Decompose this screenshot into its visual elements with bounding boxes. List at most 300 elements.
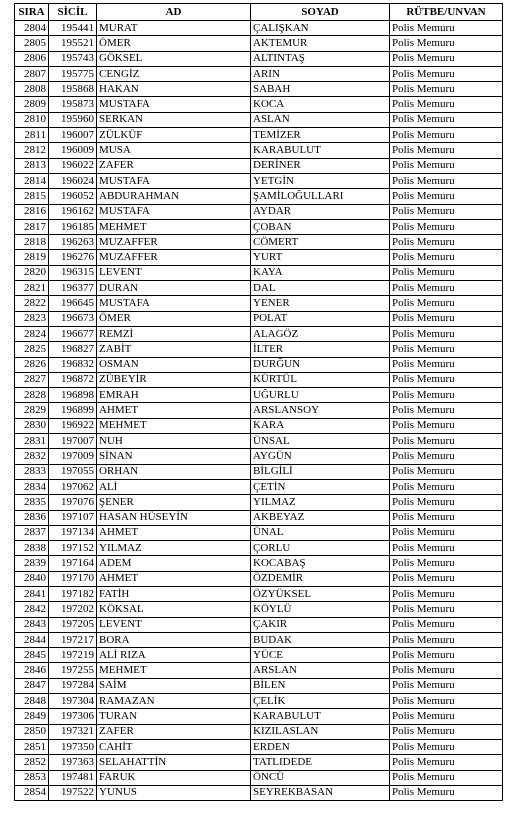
cell-rutbe: Polis Memuru [390, 204, 503, 219]
cell-sira: 2852 [15, 755, 49, 770]
cell-sicil: 196263 [49, 235, 97, 250]
cell-sicil: 196899 [49, 403, 97, 418]
cell-sicil: 197363 [49, 755, 97, 770]
cell-soyad: KARABULUT [251, 709, 390, 724]
cell-soyad: ÖNCÜ [251, 770, 390, 785]
cell-sicil: 196185 [49, 219, 97, 234]
header-soyad: SOYAD [251, 4, 390, 21]
cell-ad: ADEM [97, 556, 251, 571]
cell-rutbe: Polis Memuru [390, 265, 503, 280]
cell-ad: ZAFER [97, 724, 251, 739]
cell-ad: BORA [97, 632, 251, 647]
cell-sira: 2849 [15, 709, 49, 724]
table-row [15, 51, 503, 66]
cell-rutbe: Polis Memuru [390, 709, 503, 724]
cell-sicil: 196024 [49, 173, 97, 188]
cell-sira: 2835 [15, 495, 49, 510]
cell-soyad: KIZILASLAN [251, 724, 390, 739]
cell-ad: YUNUS [97, 785, 251, 800]
cell-ad: AHMET [97, 571, 251, 586]
cell-soyad: DURĞUN [251, 357, 390, 372]
cell-sira: 2851 [15, 739, 49, 754]
cell-rutbe: Polis Memuru [390, 143, 503, 158]
cell-ad: HASAN HÜSEYİN [97, 510, 251, 525]
table-row [15, 663, 503, 678]
header-sira: SIRA [15, 4, 49, 21]
table-row [15, 556, 503, 571]
cell-sira: 2838 [15, 541, 49, 556]
cell-ad: MUSTAFA [97, 296, 251, 311]
table-row [15, 571, 503, 586]
cell-sicil: 195868 [49, 82, 97, 97]
cell-sira: 2816 [15, 204, 49, 219]
cell-ad: HAKAN [97, 82, 251, 97]
cell-sira: 2814 [15, 173, 49, 188]
table-row [15, 372, 503, 387]
cell-soyad: AYGÜN [251, 449, 390, 464]
cell-sira: 2828 [15, 388, 49, 403]
table-row [15, 97, 503, 112]
cell-sicil: 197107 [49, 510, 97, 525]
cell-rutbe: Polis Memuru [390, 663, 503, 678]
cell-ad: MUZAFFER [97, 250, 251, 265]
cell-sira: 2841 [15, 586, 49, 601]
table-row [15, 143, 503, 158]
cell-sira: 2831 [15, 434, 49, 449]
table-row [15, 770, 503, 785]
cell-rutbe: Polis Memuru [390, 36, 503, 51]
cell-soyad: ARSLAN [251, 663, 390, 678]
cell-sira: 2839 [15, 556, 49, 571]
cell-rutbe: Polis Memuru [390, 739, 503, 754]
cell-sicil: 196832 [49, 357, 97, 372]
cell-rutbe: Polis Memuru [390, 21, 503, 36]
cell-sira: 2805 [15, 36, 49, 51]
cell-sicil: 195441 [49, 21, 97, 36]
cell-soyad: KARA [251, 418, 390, 433]
cell-ad: TURAN [97, 709, 251, 724]
cell-soyad: ŞAMİLOĞULLARI [251, 189, 390, 204]
cell-rutbe: Polis Memuru [390, 372, 503, 387]
cell-sira: 2834 [15, 479, 49, 494]
cell-ad: ŞENER [97, 495, 251, 510]
cell-soyad: KARABULUT [251, 143, 390, 158]
cell-sicil: 197134 [49, 525, 97, 540]
table-row [15, 403, 503, 418]
cell-sira: 2825 [15, 342, 49, 357]
table-row [15, 250, 503, 265]
cell-soyad: YÜCE [251, 648, 390, 663]
cell-soyad: YENER [251, 296, 390, 311]
cell-ad: ÖMER [97, 36, 251, 51]
cell-rutbe: Polis Memuru [390, 724, 503, 739]
cell-ad: SİNAN [97, 449, 251, 464]
cell-soyad: DERİNER [251, 158, 390, 173]
table-row [15, 326, 503, 341]
cell-ad: MEHMET [97, 663, 251, 678]
cell-rutbe: Polis Memuru [390, 388, 503, 403]
cell-sira: 2848 [15, 694, 49, 709]
table-row [15, 66, 503, 81]
table-row [15, 602, 503, 617]
cell-sicil: 197202 [49, 602, 97, 617]
table-row [15, 219, 503, 234]
table-row [15, 342, 503, 357]
cell-sira: 2850 [15, 724, 49, 739]
cell-soyad: KÜRTÜL [251, 372, 390, 387]
cell-sira: 2806 [15, 51, 49, 66]
table-row [15, 709, 503, 724]
table-row [15, 739, 503, 754]
cell-rutbe: Polis Memuru [390, 296, 503, 311]
cell-soyad: YILMAZ [251, 495, 390, 510]
cell-ad: MUZAFFER [97, 235, 251, 250]
table-row [15, 357, 503, 372]
table-row [15, 235, 503, 250]
cell-rutbe: Polis Memuru [390, 189, 503, 204]
cell-soyad: ÇOBAN [251, 219, 390, 234]
table-row [15, 678, 503, 693]
cell-rutbe: Polis Memuru [390, 694, 503, 709]
cell-rutbe: Polis Memuru [390, 51, 503, 66]
cell-ad: ZAFER [97, 158, 251, 173]
cell-sicil: 196827 [49, 342, 97, 357]
cell-sira: 2840 [15, 571, 49, 586]
cell-ad: ORHAN [97, 464, 251, 479]
cell-sicil: 196052 [49, 189, 97, 204]
table-row [15, 632, 503, 647]
cell-rutbe: Polis Memuru [390, 632, 503, 647]
cell-sicil: 197182 [49, 586, 97, 601]
table-row [15, 586, 503, 601]
table-row [15, 36, 503, 51]
cell-ad: ZÜBEYİR [97, 372, 251, 387]
cell-rutbe: Polis Memuru [390, 755, 503, 770]
cell-sicil: 197321 [49, 724, 97, 739]
cell-sira: 2837 [15, 525, 49, 540]
cell-soyad: BUDAK [251, 632, 390, 647]
cell-sicil: 195521 [49, 36, 97, 51]
cell-sicil: 197076 [49, 495, 97, 510]
table-row [15, 21, 503, 36]
cell-soyad: KAYA [251, 265, 390, 280]
table-row [15, 311, 503, 326]
cell-soyad: ÇETİN [251, 479, 390, 494]
table-row [15, 648, 503, 663]
cell-soyad: YURT [251, 250, 390, 265]
cell-soyad: ÖZDEMİR [251, 571, 390, 586]
cell-rutbe: Polis Memuru [390, 219, 503, 234]
cell-soyad: ÜNAL [251, 525, 390, 540]
cell-ad: LEVENT [97, 265, 251, 280]
cell-ad: FATİH [97, 586, 251, 601]
table-row [15, 724, 503, 739]
cell-rutbe: Polis Memuru [390, 326, 503, 341]
cell-sicil: 197170 [49, 571, 97, 586]
cell-rutbe: Polis Memuru [390, 128, 503, 143]
cell-sira: 2827 [15, 372, 49, 387]
cell-ad: EMRAH [97, 388, 251, 403]
cell-rutbe: Polis Memuru [390, 66, 503, 81]
cell-soyad: BİLGİLİ [251, 464, 390, 479]
cell-soyad: SABAH [251, 82, 390, 97]
cell-sicil: 196677 [49, 326, 97, 341]
cell-sicil: 196922 [49, 418, 97, 433]
table-row [15, 189, 503, 204]
table-row [15, 158, 503, 173]
cell-soyad: UĞURLU [251, 388, 390, 403]
cell-ad: CAHİT [97, 739, 251, 754]
cell-rutbe: Polis Memuru [390, 418, 503, 433]
cell-rutbe: Polis Memuru [390, 250, 503, 265]
cell-sira: 2812 [15, 143, 49, 158]
cell-rutbe: Polis Memuru [390, 602, 503, 617]
cell-soyad: ÖZYÜKSEL [251, 586, 390, 601]
cell-sira: 2843 [15, 617, 49, 632]
cell-sira: 2854 [15, 785, 49, 800]
cell-rutbe: Polis Memuru [390, 648, 503, 663]
cell-rutbe: Polis Memuru [390, 281, 503, 296]
cell-ad: SERKAN [97, 112, 251, 127]
cell-rutbe: Polis Memuru [390, 173, 503, 188]
cell-ad: REMZİ [97, 326, 251, 341]
cell-sira: 2832 [15, 449, 49, 464]
table-row [15, 755, 503, 770]
table-row [15, 388, 503, 403]
cell-ad: MUSTAFA [97, 204, 251, 219]
header-ad: AD [97, 4, 251, 21]
cell-sicil: 197164 [49, 556, 97, 571]
cell-sira: 2829 [15, 403, 49, 418]
table-row [15, 785, 503, 800]
cell-sicil: 197481 [49, 770, 97, 785]
cell-sira: 2844 [15, 632, 49, 647]
cell-rutbe: Polis Memuru [390, 403, 503, 418]
cell-soyad: ÇORLU [251, 541, 390, 556]
cell-rutbe: Polis Memuru [390, 97, 503, 112]
cell-soyad: ARIN [251, 66, 390, 81]
table-row [15, 112, 503, 127]
cell-sicil: 196645 [49, 296, 97, 311]
cell-sira: 2847 [15, 678, 49, 693]
cell-ad: MUSTAFA [97, 97, 251, 112]
cell-ad: ZABİT [97, 342, 251, 357]
personnel-table [14, 3, 503, 801]
cell-ad: OSMAN [97, 357, 251, 372]
cell-sicil: 196377 [49, 281, 97, 296]
cell-soyad: DAL [251, 281, 390, 296]
cell-ad: NUH [97, 434, 251, 449]
cell-sira: 2818 [15, 235, 49, 250]
cell-sira: 2830 [15, 418, 49, 433]
cell-rutbe: Polis Memuru [390, 479, 503, 494]
cell-ad: SAİM [97, 678, 251, 693]
cell-ad: MUSA [97, 143, 251, 158]
table-row [15, 434, 503, 449]
cell-sira: 2842 [15, 602, 49, 617]
cell-sicil: 196276 [49, 250, 97, 265]
cell-sira: 2810 [15, 112, 49, 127]
cell-sicil: 195873 [49, 97, 97, 112]
cell-rutbe: Polis Memuru [390, 311, 503, 326]
cell-rutbe: Polis Memuru [390, 525, 503, 540]
cell-sicil: 197219 [49, 648, 97, 663]
cell-sicil: 197304 [49, 694, 97, 709]
cell-sicil: 196162 [49, 204, 97, 219]
table-row [15, 510, 503, 525]
cell-soyad: YETGİN [251, 173, 390, 188]
cell-ad: SELAHATTİN [97, 755, 251, 770]
cell-ad: AHMET [97, 525, 251, 540]
cell-sira: 2826 [15, 357, 49, 372]
table-row [15, 479, 503, 494]
table-row [15, 418, 503, 433]
cell-sira: 2809 [15, 97, 49, 112]
cell-ad: ALİ [97, 479, 251, 494]
cell-sira: 2836 [15, 510, 49, 525]
cell-rutbe: Polis Memuru [390, 785, 503, 800]
cell-ad: ALİ RIZA [97, 648, 251, 663]
cell-sira: 2815 [15, 189, 49, 204]
cell-rutbe: Polis Memuru [390, 464, 503, 479]
cell-soyad: ASLAN [251, 112, 390, 127]
cell-sicil: 197306 [49, 709, 97, 724]
cell-soyad: AKTEMUR [251, 36, 390, 51]
cell-soyad: TATLIDEDE [251, 755, 390, 770]
cell-sicil: 197255 [49, 663, 97, 678]
table-row [15, 464, 503, 479]
cell-ad: LEVENT [97, 617, 251, 632]
cell-ad: ÖMER [97, 311, 251, 326]
cell-soyad: KÖYLÜ [251, 602, 390, 617]
table-row [15, 694, 503, 709]
cell-ad: ZÜLKÜF [97, 128, 251, 143]
cell-sicil: 195775 [49, 66, 97, 81]
cell-rutbe: Polis Memuru [390, 112, 503, 127]
cell-sira: 2807 [15, 66, 49, 81]
cell-rutbe: Polis Memuru [390, 235, 503, 250]
cell-rutbe: Polis Memuru [390, 342, 503, 357]
cell-ad: FARUK [97, 770, 251, 785]
cell-sicil: 197350 [49, 739, 97, 754]
table-row [15, 173, 503, 188]
cell-sira: 2846 [15, 663, 49, 678]
cell-sira: 2833 [15, 464, 49, 479]
table-row [15, 541, 503, 556]
cell-soyad: AKBEYAZ [251, 510, 390, 525]
table-body [15, 21, 503, 801]
cell-soyad: POLAT [251, 311, 390, 326]
cell-soyad: SEYREKBASAN [251, 785, 390, 800]
cell-ad: ABDURAHMAN [97, 189, 251, 204]
cell-sira: 2824 [15, 326, 49, 341]
cell-ad: MEHMET [97, 219, 251, 234]
cell-ad: DURAN [97, 281, 251, 296]
cell-rutbe: Polis Memuru [390, 82, 503, 97]
cell-sira: 2819 [15, 250, 49, 265]
cell-sicil: 196009 [49, 143, 97, 158]
cell-sira: 2813 [15, 158, 49, 173]
cell-soyad: ÜNSAL [251, 434, 390, 449]
cell-rutbe: Polis Memuru [390, 586, 503, 601]
cell-ad: YILMAZ [97, 541, 251, 556]
table-row [15, 281, 503, 296]
cell-ad: RAMAZAN [97, 694, 251, 709]
cell-sicil: 197522 [49, 785, 97, 800]
cell-soyad: TEMİZER [251, 128, 390, 143]
cell-rutbe: Polis Memuru [390, 541, 503, 556]
cell-sicil: 197062 [49, 479, 97, 494]
table-row [15, 265, 503, 280]
cell-rutbe: Polis Memuru [390, 678, 503, 693]
cell-sira: 2804 [15, 21, 49, 36]
cell-sira: 2845 [15, 648, 49, 663]
cell-sicil: 197055 [49, 464, 97, 479]
cell-rutbe: Polis Memuru [390, 770, 503, 785]
table-row [15, 296, 503, 311]
cell-sicil: 196315 [49, 265, 97, 280]
cell-ad: AHMET [97, 403, 251, 418]
cell-soyad: ARSLANSOY [251, 403, 390, 418]
table-row [15, 525, 503, 540]
cell-soyad: BİLEN [251, 678, 390, 693]
cell-sicil: 196022 [49, 158, 97, 173]
cell-sicil: 197152 [49, 541, 97, 556]
cell-rutbe: Polis Memuru [390, 434, 503, 449]
cell-ad: MURAT [97, 21, 251, 36]
cell-ad: KÖKSAL [97, 602, 251, 617]
table-row [15, 495, 503, 510]
cell-sira: 2820 [15, 265, 49, 280]
cell-soyad: ÇELİK [251, 694, 390, 709]
cell-rutbe: Polis Memuru [390, 510, 503, 525]
cell-rutbe: Polis Memuru [390, 357, 503, 372]
cell-sicil: 197007 [49, 434, 97, 449]
cell-ad: MEHMET [97, 418, 251, 433]
cell-soyad: KOCABAŞ [251, 556, 390, 571]
cell-soyad: AYDAR [251, 204, 390, 219]
cell-sira: 2822 [15, 296, 49, 311]
header-row [15, 4, 503, 21]
cell-sicil: 197284 [49, 678, 97, 693]
cell-soyad: KOCA [251, 97, 390, 112]
cell-rutbe: Polis Memuru [390, 617, 503, 632]
cell-sira: 2853 [15, 770, 49, 785]
cell-sira: 2821 [15, 281, 49, 296]
cell-sicil: 196007 [49, 128, 97, 143]
cell-sicil: 197217 [49, 632, 97, 647]
cell-sicil: 197009 [49, 449, 97, 464]
header-sicil: SİCİL [49, 4, 97, 21]
cell-soyad: CÖMERT [251, 235, 390, 250]
cell-ad: GÖKSEL [97, 51, 251, 66]
cell-sicil: 196898 [49, 388, 97, 403]
cell-sicil: 195960 [49, 112, 97, 127]
cell-sicil: 197205 [49, 617, 97, 632]
table-row [15, 617, 503, 632]
cell-soyad: ÇALIŞKAN [251, 21, 390, 36]
table-row [15, 204, 503, 219]
cell-ad: MUSTAFA [97, 173, 251, 188]
cell-rutbe: Polis Memuru [390, 556, 503, 571]
cell-soyad: ERDEN [251, 739, 390, 754]
cell-sicil: 195743 [49, 51, 97, 66]
cell-sira: 2811 [15, 128, 49, 143]
cell-soyad: ALTINTAŞ [251, 51, 390, 66]
table-header [15, 4, 503, 21]
cell-soyad: İLTER [251, 342, 390, 357]
cell-ad: CENGİZ [97, 66, 251, 81]
